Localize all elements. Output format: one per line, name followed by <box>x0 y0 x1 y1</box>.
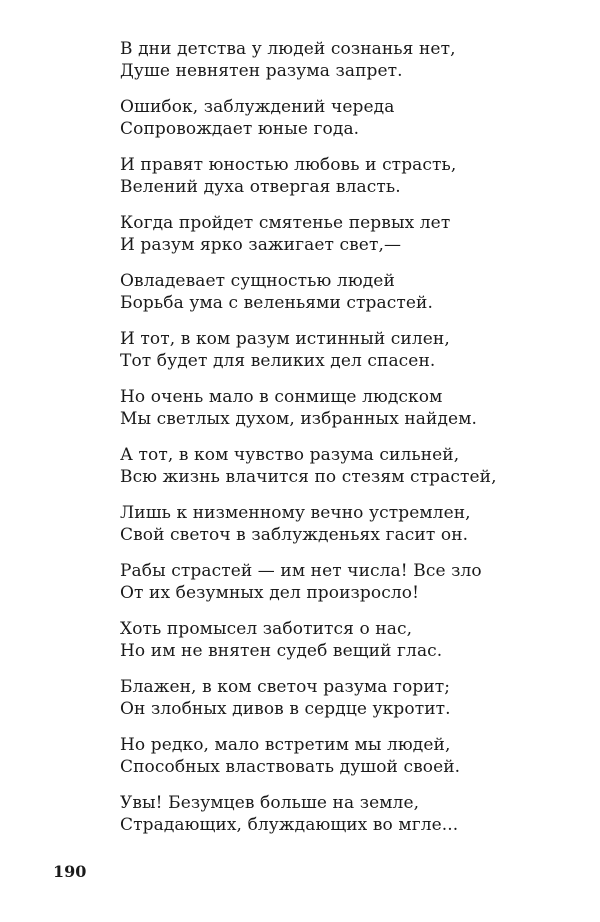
stanza-4 <box>120 212 580 270</box>
poem-line: Он злобных дивов в сердце укротит. <box>120 699 451 719</box>
poem-line: И правят юностью любовь и страсть, <box>120 155 457 175</box>
poem-line: Борьба ума с веленьями страстей. <box>120 293 433 313</box>
poem <box>120 38 580 850</box>
stanza-11 <box>120 618 580 676</box>
stanza-12 <box>120 676 580 734</box>
poem-line: Но им не внятен судеб вещий глас. <box>120 641 443 661</box>
stanza-7 <box>120 386 580 444</box>
poem-line: Но очень мало в сонмище людском <box>120 387 443 407</box>
poem-line: Рабы страстей — им нет числа! Все зло <box>120 561 482 581</box>
poem-line: А тот, в ком чувство разума сильней, <box>120 445 460 465</box>
stanza-14 <box>120 792 580 850</box>
stanza-3 <box>120 154 580 212</box>
poem-line: Душе невнятен разума запрет. <box>120 61 403 81</box>
poem-line: От их безумных дел произросло! <box>120 583 419 603</box>
poem-line: Лишь к низменному вечно устремлен, <box>120 503 471 523</box>
poem-line: Сопровождает юные года. <box>120 119 360 139</box>
poem-line: Всю жизнь влачится по стезям страстей, <box>120 467 497 487</box>
stanza-1 <box>120 38 580 96</box>
poem-line: В дни детства у людей сознанья нет, <box>120 39 456 59</box>
stanza-13 <box>120 734 580 792</box>
poem-line: Способных властвовать душой своей. <box>120 757 461 777</box>
poem-line: Овладевает сущностью людей <box>120 271 395 291</box>
poem-line: Блажен, в ком светоч разума горит; <box>120 677 451 697</box>
poem-line: Но редко, мало встретим мы людей, <box>120 735 451 755</box>
poem-line: Когда пройдет смятенье первых лет <box>120 213 451 233</box>
stanza-5 <box>120 270 580 328</box>
page-number: 190 <box>53 862 87 881</box>
stanza-8 <box>120 444 580 502</box>
stanza-2 <box>120 96 580 154</box>
poem-line: И тот, в ком разум истинный силен, <box>120 329 450 349</box>
stanza-6 <box>120 328 580 386</box>
stanza-10 <box>120 560 580 618</box>
poem-line: Мы светлых духом, избранных найдем. <box>120 409 478 429</box>
poem-line: Хоть промысел заботится о нас, <box>120 619 413 639</box>
poem-line: И разум ярко зажигает свет,— <box>120 235 402 255</box>
poem-line: Ошибок, заблуждений череда <box>120 97 395 117</box>
poem-line: Свой светоч в заблужденьях гасит он. <box>120 525 469 545</box>
poem-line: Тот будет для великих дел спасен. <box>120 351 436 371</box>
stanza-9 <box>120 502 580 560</box>
poem-line: Страдающих, блуждающих во мгле... <box>120 815 459 835</box>
poem-line: Велений духа отвергая власть. <box>120 177 401 197</box>
poem-line: Увы! Безумцев больше на земле, <box>120 793 420 813</box>
